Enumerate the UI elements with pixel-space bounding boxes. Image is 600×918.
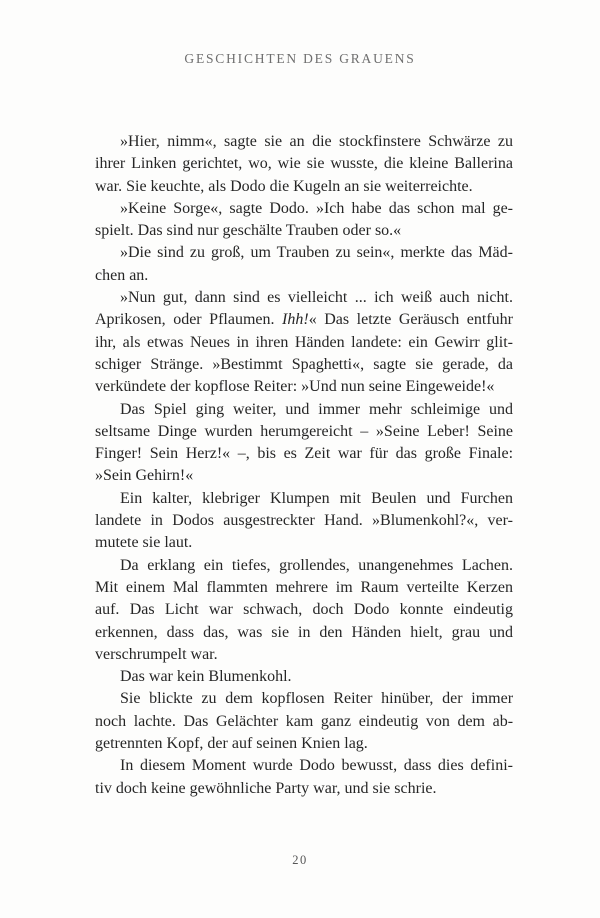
paragraph: [95, 242, 513, 287]
text-line: landete in Dodos ausgestreckter Hand. »Blumenkohl?«, ver-: [95, 512, 513, 530]
text-line: mutete sie laut.: [95, 534, 193, 552]
text-line: erkennen, dass das, was sie in den Händen hielt, grau und: [95, 623, 514, 641]
text-line: Mit einem Mal flammten mehrere im Raum verteilte Kerzen: [95, 578, 513, 596]
text-line: »Hier, nimm«, sagte sie an die stockfinstere Schwärze zu: [120, 133, 513, 150]
text-line: Finger! Sein Herz!« –, bis es Zeit war für das große Finale:: [95, 445, 514, 463]
text-block: [95, 131, 513, 800]
text-line: getrennten Kopf, der auf seinen Knien lag.: [95, 735, 368, 753]
text-line: »Keine Sorge«, sagte Dodo. »Ich habe das schon mal ge-: [120, 199, 514, 217]
text-line: noch lachte. Das Gelächter kam ganz eindeutig von dem ab-: [95, 712, 514, 730]
text-line: chen an.: [95, 266, 149, 284]
text-line: war. Sie keuchte, als Dodo die Kugeln an sie weiterreichte.: [95, 177, 473, 195]
running-header: GESCHICHTEN DES GRAUENS: [184, 51, 416, 66]
text-line: Sie blickte zu dem kopflosen Reiter hinüber, der immer: [120, 690, 514, 708]
paragraph: [95, 131, 513, 198]
text-line: »Die sind zu groß, um Trauben zu sein«, merkte das Mäd-: [120, 244, 513, 262]
paragraph: [95, 688, 513, 755]
text-line: Das Spiel ging weiter, und immer mehr schleimige und: [120, 400, 514, 418]
paragraph: [95, 666, 513, 688]
text-line: Aprikosen, oder Pflaumen. Ihh!« Das letzte Geräusch entfuhr: [95, 311, 513, 329]
text-line: In diesem Moment wurde Dodo bewusst, dass dies defini-: [120, 757, 513, 775]
text-line: Da erklang ein tiefes, grollendes, unangenehmes Lachen.: [120, 556, 513, 574]
text-line: »Sein Gehirn!«: [95, 467, 194, 485]
text-line: ihrer Linken gerichtet, wo, wie sie wusste, die kleine Ballerina: [95, 155, 513, 173]
text-line: verschrumpelt war.: [95, 645, 218, 663]
paragraph: [95, 198, 513, 243]
text-line: »Nun gut, dann sind es vielleicht ... ich weiß auch nicht.: [120, 289, 513, 307]
text-line: auf. Das Licht war schwach, doch Dodo konnte eindeutig: [95, 601, 513, 619]
paragraph: [95, 399, 513, 488]
text-line: spielt. Das sind nur geschälte Trauben oder so.«: [95, 222, 402, 240]
paragraph: [95, 755, 513, 800]
text-line: schiger Stränge. »Bestimmt Spaghetti«, sagte sie gerade, da: [95, 355, 514, 373]
text-line: tiv doch keine gewöhnliche Party war, und sie schrie.: [95, 779, 437, 797]
paragraph: [95, 488, 513, 555]
text-line: Das war kein Blumenkohl.: [120, 668, 292, 686]
text-line: Ein kalter, klebriger Klumpen mit Beulen und Furchen: [120, 489, 514, 507]
text-line: seltsame Dinge wurden herumgereicht – »Seine Leber! Seine: [95, 422, 513, 440]
paragraph: [95, 287, 513, 398]
text-line: ihr, als etwas Neues in ihren Händen landete: ein Gewirr glit-: [95, 333, 513, 351]
text-line: verkündete der kopflose Reiter: »Und nun seine Eingeweide!«: [95, 378, 495, 396]
page-number: 20: [292, 853, 308, 867]
paragraph: [95, 555, 513, 666]
